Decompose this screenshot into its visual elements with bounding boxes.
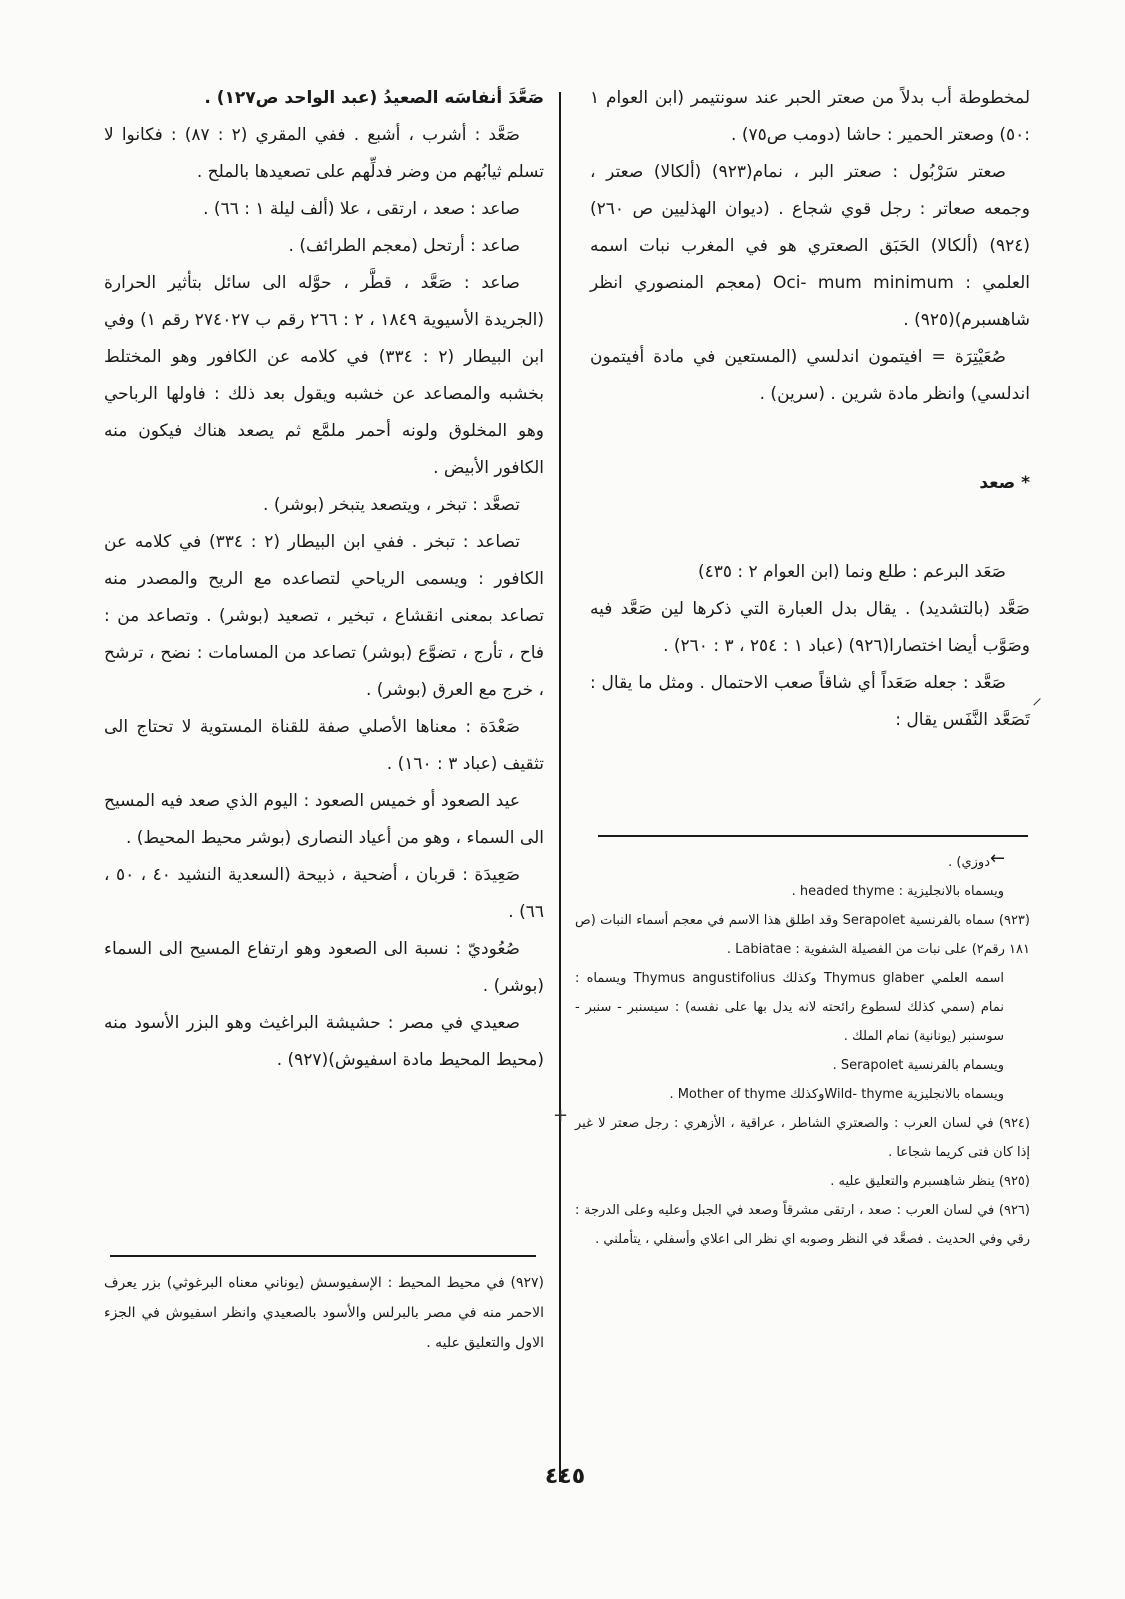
entry-paragraph: صَعَّد : أشرب ، أشبع . ففي المقري (٢ : ٨٧) : فكانوا لا تسلم ثيابُهم من وضر فدلِّهم على تصعيدها بالملح . [104,125,544,182]
entry-paragraph: تصعَّد : تبخر ، ويتصعد يتبخر (بوشر) . [263,495,520,515]
footnote-line: ويسماه بالانجليزية : headed thyme . [791,884,1004,899]
footnote-line: ويسمام بالفرنسية Serapolet . [832,1058,1004,1073]
entry-paragraph: صَعِيدَة : قربان ، أضحية ، ذبيحة (السعدية النشيد ٤٠ ، ٥٠ ، ٦٦) . [104,865,544,922]
entry-paragraph: صَعَّد : جعله صَعَداً أي شاقاً صعب الاحتمال . ومثل ما يقال : تَصَعَّد النَّفَس يقال : [590,673,1030,730]
divider-tick-icon: + [553,1105,569,1126]
footnote-divider [110,1255,536,1257]
section-heading: * صعد [979,473,1030,493]
entry-paragraph: صَعَّد (بالتشديد) . يقال بدل العبارة التي ذكرها لين صَعَّد فيه وصَوَّب أيضا اختصارا(٩٢٦) (عباد ١ : ٢٥٤ ، ٣ : ٢٦٠) . [590,599,1030,656]
footnote: (٩٢٣) سماه بالفرنسية Serapolet وقد اطلق هذا الاسم في معجم أسماء النبات (ص ١٨١ رقم٢) على نبات من الفصيلة الشفوية : Labiatae . [575,913,1030,957]
entry-paragraph: عيد الصعود أو خميس الصعود : اليوم الذي صعد فيه المسيح الى السماء ، وهو من أعياد النصارى (بوشر محيط المحيط) . [104,791,544,848]
margin-mark-icon: ⸝ [1032,685,1042,709]
left-column [104,80,544,1079]
entry-paragraph: صعتر سَرْبُول : صعتر البر ، نمام(٩٢٣) (ألكالا) صعتر ، وجمعه صعاتر : رجل قوي شجاع . (ديوان الهذليين ص ٢٦٠)(٩٢٤) (ألكالا) الحَبَق الصعتري هو في المغرب نبات اسمه العلمي : Oci- mum minimum (معجم المنصوري انظر شاهسبرم)(٩٢٥) . [590,162,1031,330]
entry-paragraph: صاعد : صعد ، ارتقى ، علا (ألف ليلة ١ : ٦٦) . [203,199,520,219]
entry-paragraph: صُعَيْتِرَة = افيتمون اندلسي (المستعين في مادة أفيتمون اندلسي) وانظر مادة شرين . (سرين) . [590,347,1030,404]
continuation-arrow-icon: ← [990,848,1006,869]
entry-paragraph: لمخطوطة أب بدلاً من صعتر الحبر عند سونتيمر (ابن العوام ١ :٥٠) وصعتر الحمير : حاشا (دومب ص٧٥) . [590,88,1030,145]
footnote: (٩٢٥) ينظر شاهسبرم والتعليق عليه . [830,1174,1030,1189]
entry-paragraph: صَعَد البرعم : طلع ونما (ابن العوام ٢ : ٤٣٥) [697,562,1006,582]
right-column [590,80,1030,739]
column-divider [559,92,561,1482]
entry-paragraph: صاعد : صَعَّد ، قطَّر ، حوَّله الى سائل بتأثير الحرارة (الجريدة الأسيوية ١٨٤٩ ، ٢ : ٢٦٦ رقم ب ٢٧٤٠٢٧ رقم ١) وفي ابن البيطار (٢ : ٣٣٤) في كلامه عن الكافور وهو المختلط بخشبه والمصاعد عن خشبه ويقول بعد ذلك : فاولها الرباحي وهو المخلوق ولونه أحمر ملمَّع ثم يصعد هناك فيكون منه الكافور الأبيض . [104,273,544,478]
footnote-divider [598,835,1028,837]
entry-paragraph: تصاعد : تبخر . ففي ابن البيطار (٢ : ٣٣٤) في كلامه عن الكافور : ويسمى الرياحي لتصاعده مع الريح والمصدر منه تصاعد بمعنى انقشاع ، تبخير ، تصعيد (بوشر) . وتصاعد من : فاح ، تأرج ، تضوَّع (بوشر) تصاعد من المسامات : نضح ، ترشح ، خرج مع العرق (بوشر) . [104,532,544,700]
page-number: ٤٤٥ [544,1464,586,1489]
entry-paragraph: صَعَّدَ أنفاسَه الصعيدُ (عبد الواحد ص١٢٧) . [204,88,544,108]
footnote: (٩٢٦) في لسان العرب : صعد ، ارتقى مشرقاً وصعد في الجبل وعليه وعلى الدرجة : رقي وفي الحديث . فصعَّد في النظر وصوبه اي نظر الى اعلاي وأسفلي ، يتأملني . [575,1203,1030,1247]
entry-paragraph: صعيدي في مصر : حشيشة البراغيث وهو البزر الأسود منه (محيط المحيط مادة اسفيوش)(٩٢٧) . [104,1013,544,1070]
footnote: (٩٢٧) في محيط المحيط : الإسفيوسش (يوناني معناه البرغوثي) بزر يعرف الاحمر منه في مصر بالبرلس والأسود بالصعيدي وانظر اسفيوش في الجزء الاول والتعليق عليه . [104,1275,544,1351]
entry-paragraph: صاعد : أرتحل (معجم الطرائف) . [288,236,520,256]
footnote-line: اسمه العلمي Thymus glaber وكذلك Thymus angustifolius ويسماه : نمام (سمي كذلك لسطوع رائحته لانه يدل بها على نفسه) : سيسنبر - سنبر - سوسنبر (يونانية) نمام الملك . [575,971,1004,1044]
entry-paragraph: صَعْدَة : معناها الأصلي صفة للقناة المستوية لا تحتاج الى تثقيف (عباد ٣ : ١٦٠) . [104,717,544,774]
footnote: (٩٢٤) في لسان العرب : والصعتري الشاطر ، عراقية ، الأزهري : رجل صعتر لا غير إذا كان فتى كريما شجاعا . [575,1116,1030,1160]
entry-paragraph: صُعُوديّ : نسبة الى الصعود وهو ارتفاع المسيح الى السماء (بوشر) . [104,939,544,996]
footnote-line: ويسماه بالانجليزية Wild- thymeوكذلك Mother of thyme . [669,1087,1004,1102]
right-footnotes [575,848,1030,1254]
footnote-line: دوزي) . [948,855,990,870]
left-footnotes [104,1268,544,1358]
